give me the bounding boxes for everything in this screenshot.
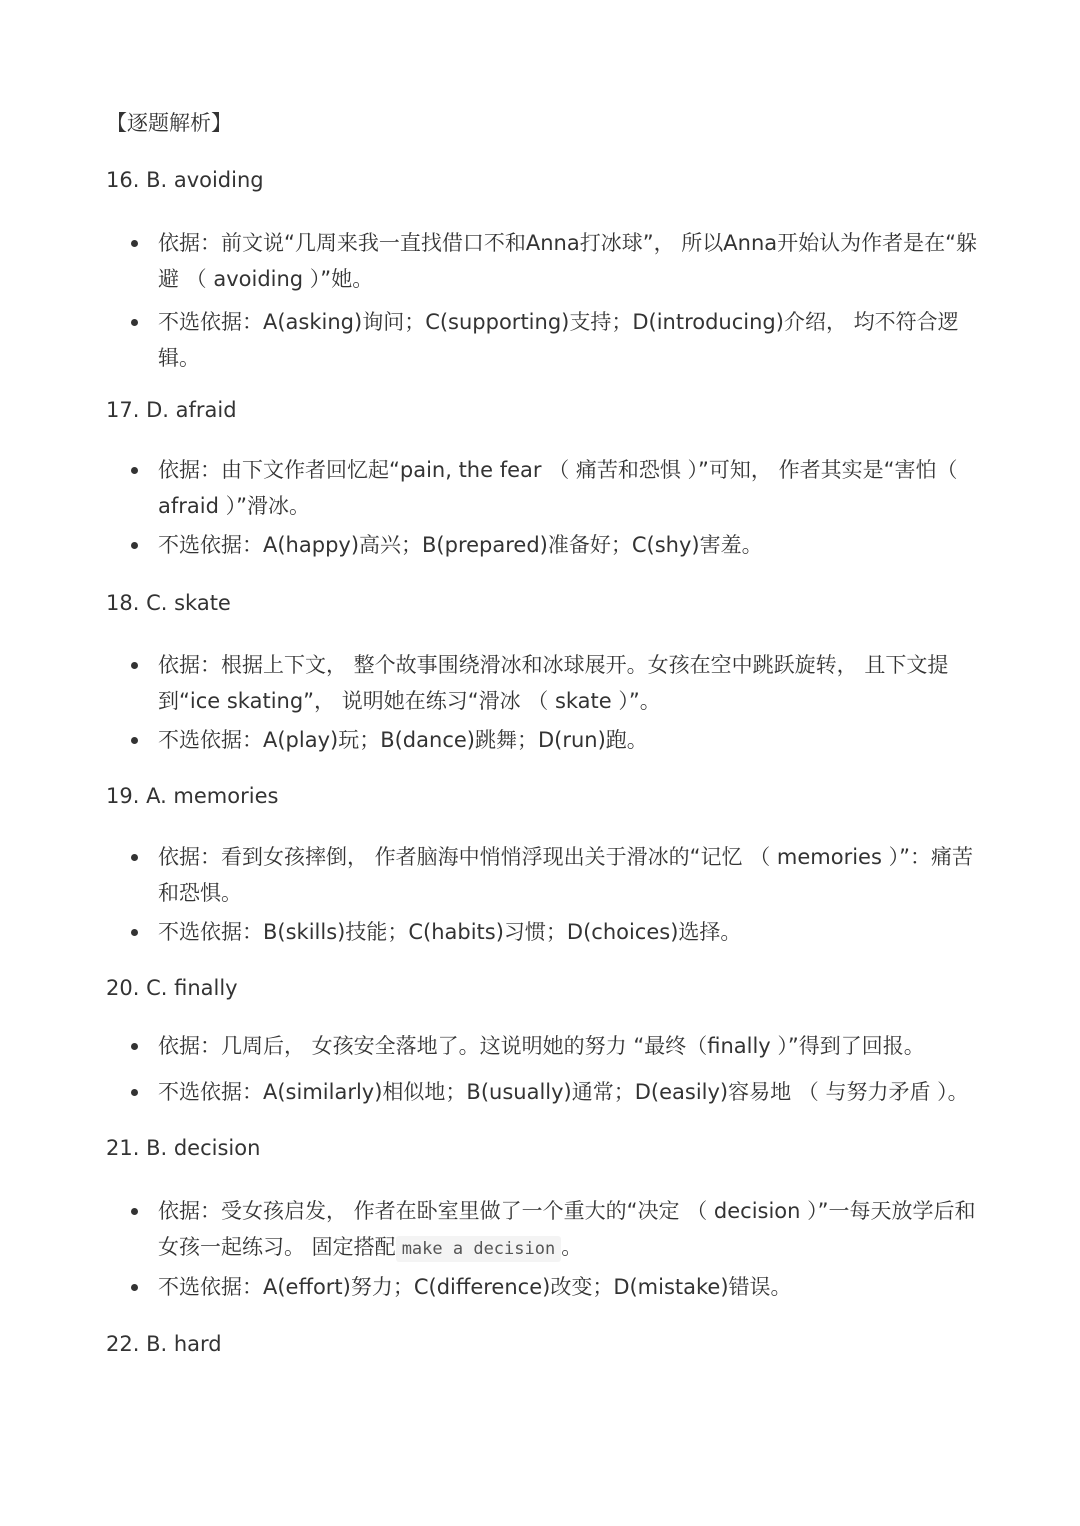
question-20-reject <box>158 1074 988 1110</box>
reject-text: 不选依据：A(effort)努力；C(difference)改变；D(mistake)错误。 <box>158 1275 792 1299</box>
reject-text: 不选依据：B(skills)技能；C(habits)习惯；D(choices)选择。 <box>158 920 742 944</box>
bullet-icon <box>131 1089 138 1096</box>
basis-text: 依据：受女孩启发， 作者在卧室里做了一个重大的“决定 （ decision ）”一每天放学后和女孩一起练习。 固定搭配 <box>158 1199 976 1259</box>
question-16-answer: 16. B. avoiding <box>106 168 264 192</box>
question-17-basis <box>158 452 988 524</box>
bullet-icon <box>131 662 138 669</box>
bullet-icon <box>131 467 138 474</box>
question-19-answer: 19. A. memories <box>106 784 279 808</box>
question-21-reject <box>158 1269 988 1305</box>
reject-text: 不选依据：A(asking)询问；C(supporting)支持；D(introducing)介绍， 均不符合逻辑。 <box>158 310 959 370</box>
question-21-answer: 21. B. decision <box>106 1136 261 1160</box>
basis-end: 。 <box>561 1235 583 1259</box>
reject-text: 不选依据：A(similarly)相似地；B(usually)通常；D(easily)容易地 （ 与努力矛盾 ）。 <box>158 1080 969 1104</box>
reject-text: 不选依据：A(happy)高兴；B(prepared)准备好；C(shy)害羞。 <box>158 533 763 557</box>
question-21-basis <box>158 1193 988 1267</box>
question-17-reject <box>158 527 988 563</box>
question-22-answer: 22. B. hard <box>106 1332 222 1356</box>
question-16-basis <box>158 225 988 297</box>
bullet-icon <box>131 854 138 861</box>
basis-text: 依据：几周后， 女孩安全落地了。这说明她的努力 “最终（finally ）”得到了回报。 <box>158 1034 925 1058</box>
question-18-reject <box>158 722 988 758</box>
question-19-basis <box>158 839 988 911</box>
bullet-icon <box>131 929 138 936</box>
bullet-icon <box>131 1043 138 1050</box>
question-20-basis <box>158 1028 988 1064</box>
question-18-basis <box>158 647 988 719</box>
question-19-reject <box>158 914 988 950</box>
bullet-icon <box>131 737 138 744</box>
bullet-icon <box>131 240 138 247</box>
basis-text: 依据：看到女孩摔倒， 作者脑海中悄悄浮现出关于滑冰的“记忆 （ memories ）”：痛苦和恐惧。 <box>158 845 973 905</box>
code-snippet: make a decision <box>396 1236 562 1262</box>
bullet-icon <box>131 1208 138 1215</box>
question-16-reject <box>158 304 988 376</box>
basis-text: 依据：由下文作者回忆起“pain, the fear （ 痛苦和恐惧 ）”可知， 作者其实是“害怕（ afraid ）”滑冰。 <box>158 458 958 518</box>
reject-text: 不选依据：A(play)玩；B(dance)跳舞；D(run)跑。 <box>158 728 648 752</box>
bullet-icon <box>131 319 138 326</box>
basis-text: 依据：前文说“几周来我一直找借口不和Anna打冰球”， 所以Anna开始认为作者是在“躲避 （ avoiding ）”她。 <box>158 231 978 291</box>
bullet-icon <box>131 542 138 549</box>
question-17-answer: 17. D. afraid <box>106 398 237 422</box>
basis-text: 依据：根据上下文， 整个故事围绕滑冰和冰球展开。女孩在空中跳跃旋转， 且下文提到“ice skating”， 说明她在练习“滑冰 （ skate ）”。 <box>158 653 949 713</box>
question-18-answer: 18. C. skate <box>106 591 231 615</box>
question-20-answer: 20. C. finally <box>106 976 238 1000</box>
section-heading: 【逐题解析】 <box>106 111 232 135</box>
bullet-icon <box>131 1284 138 1291</box>
